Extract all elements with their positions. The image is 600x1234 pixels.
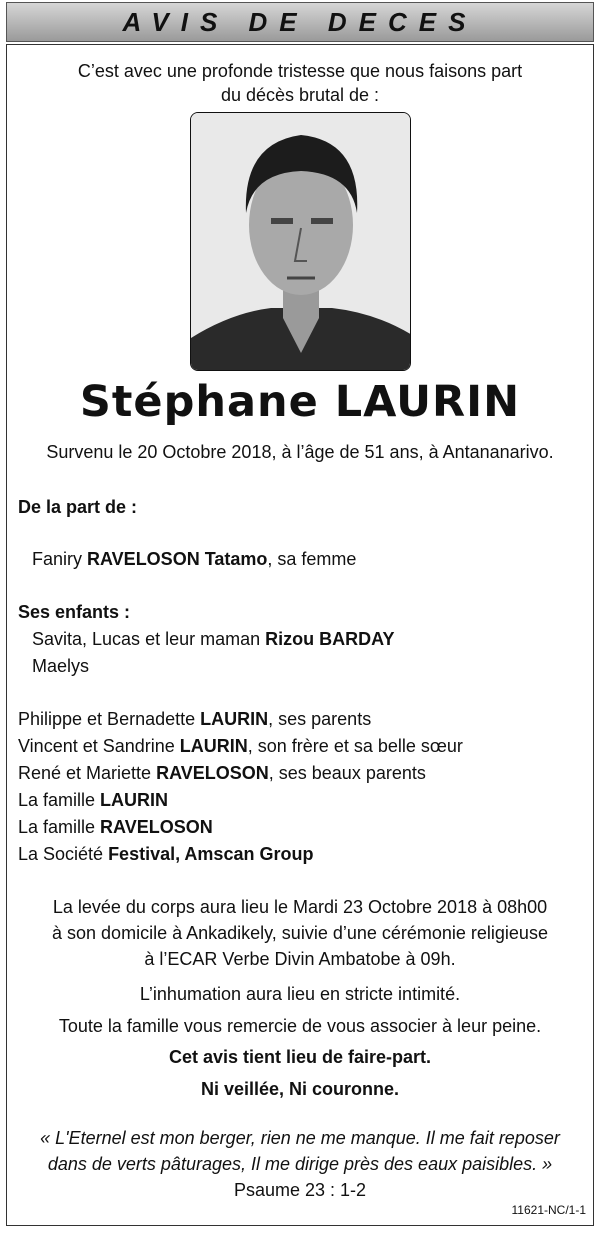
relative-text: La famille	[18, 817, 101, 837]
notice-header	[6, 2, 594, 42]
quote-line-2: dans de verts pâturages, Il me dirige près des eaux paisibles. »	[47, 1154, 553, 1174]
children-heading: Ses enfants :	[18, 602, 131, 622]
deceased-name: Stéphane LAURIN	[79, 377, 521, 427]
death-details: Survenu le 20 Octobre 2018, à l’âge de 51 ans, à Antananarivo.	[46, 442, 554, 462]
relative-line	[18, 789, 168, 811]
portrait-image	[191, 113, 411, 371]
relative-line	[18, 843, 313, 865]
relative-line	[18, 708, 371, 730]
notice-title: AVIS DE DECES	[122, 6, 478, 37]
intro-line-1: C’est avec une profonde tristesse que nous faisons part	[77, 61, 523, 81]
relative-name: RAVELOSON	[100, 817, 213, 837]
children-names: Savita, Lucas et leur maman	[32, 629, 266, 649]
children-line-2: Maelys	[32, 656, 90, 676]
relative-line	[18, 762, 426, 784]
no-wake-note: Ni veillée, Ni couronne.	[200, 1079, 400, 1099]
relative-relation: , ses beaux parents	[268, 763, 426, 783]
reference-code: 11621-NC/1-1	[511, 1203, 586, 1217]
ceremony-line-1: La levée du corps aura lieu le Mardi 23 Octobre 2018 à 08h00	[52, 897, 548, 917]
intro-line-2: du décès brutal de :	[220, 85, 380, 105]
relative-text: Vincent et Sandrine	[18, 736, 180, 756]
ceremony-line-3: à l’ECAR Verbe Divin Ambatobe à 09h.	[144, 949, 456, 969]
quote-line-1: « L'Eternel est mon berger, rien ne me manque. Il me fait reposer	[40, 1128, 560, 1148]
relative-text: La famille	[18, 790, 101, 810]
relative-text: La Société	[18, 844, 109, 864]
portrait-photo	[190, 112, 411, 371]
wife-line	[32, 548, 356, 570]
wife-first-name: Faniry	[32, 549, 88, 569]
from-heading: De la part de :	[18, 497, 138, 517]
wife-family-name: RAVELOSON Tatamo	[87, 549, 268, 569]
ceremony-line-2: à son domicile à Ankadikely, suivie d’une cérémonie religieuse	[52, 923, 548, 943]
relative-relation: , ses parents	[268, 709, 372, 729]
thanks-note: Toute la famille vous remercie de vous associer à leur peine.	[58, 1016, 542, 1036]
relative-text: René et Mariette	[18, 763, 157, 783]
relative-relation: , son frère et sa belle sœur	[247, 736, 463, 756]
relative-name: Festival, Amscan Group	[108, 844, 314, 864]
wife-relation: , sa femme	[267, 549, 357, 569]
relative-line	[18, 816, 213, 838]
burial-note: L’inhumation aura lieu en stricte intimité.	[139, 984, 461, 1004]
relative-name: LAURIN	[179, 736, 248, 756]
relative-name: RAVELOSON	[156, 763, 269, 783]
relative-text: Philippe et Bernadette	[18, 709, 201, 729]
relative-name: LAURIN	[200, 709, 269, 729]
quote-reference: Psaume 23 : 1-2	[233, 1180, 367, 1200]
children-mother: Rizou BARDAY	[265, 629, 395, 649]
relative-name: LAURIN	[100, 790, 169, 810]
relative-line	[18, 735, 463, 757]
faire-part-note: Cet avis tient lieu de faire-part.	[168, 1047, 432, 1067]
children-line-1	[32, 628, 394, 650]
